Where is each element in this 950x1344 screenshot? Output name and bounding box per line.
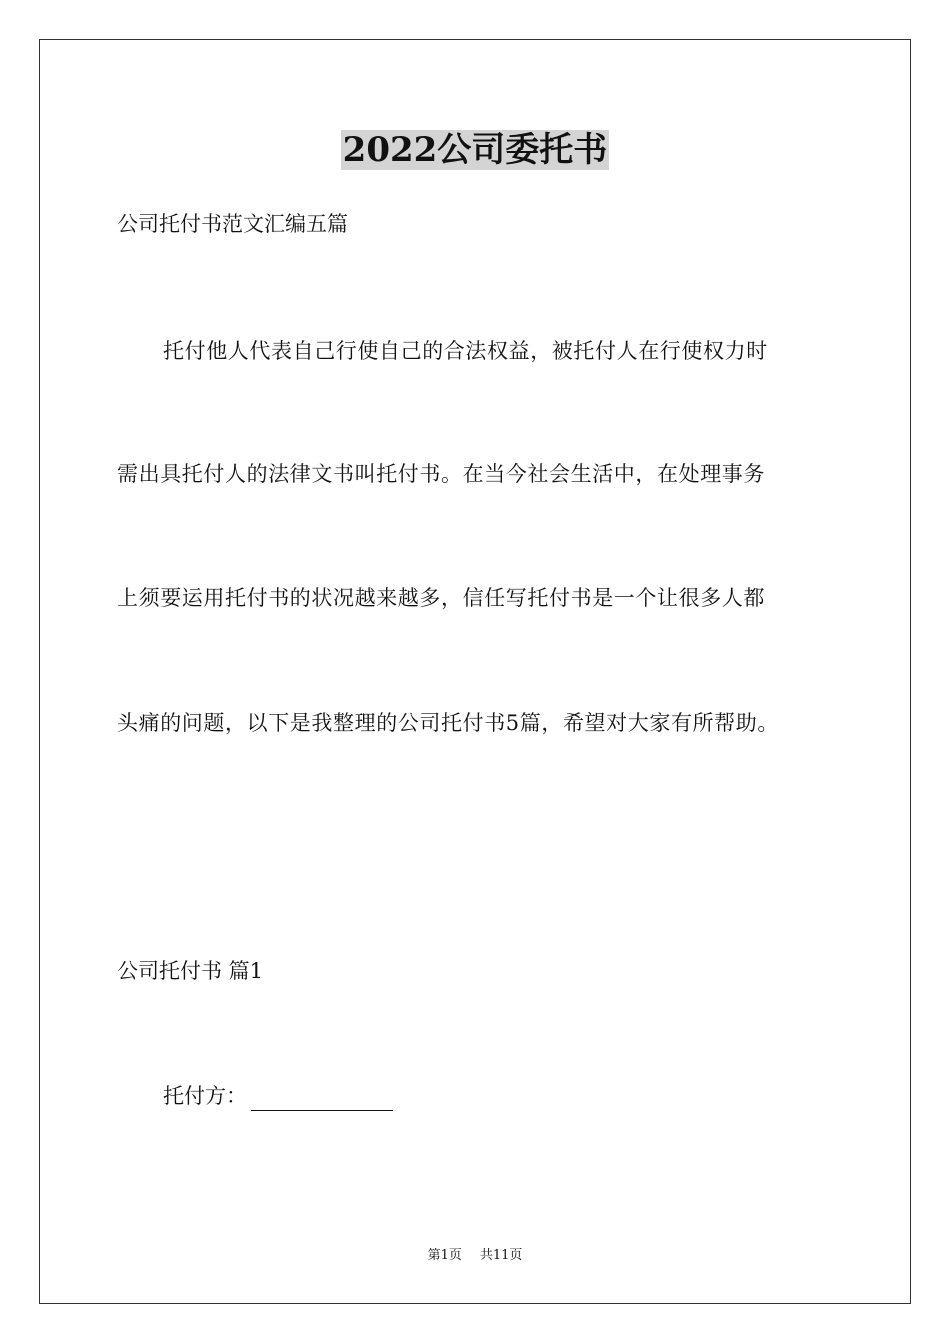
section-heading: 公司托付书 篇1 xyxy=(117,959,264,983)
intro-line-4: 头痛的问题，以下是我整理的公司托付书5篇，希望对大家有所帮助。 xyxy=(117,711,779,735)
principal-field-blank xyxy=(251,1088,393,1111)
principal-field-label: 托付方： xyxy=(163,1084,247,1108)
total-pages-label: 共11页 xyxy=(479,1248,523,1263)
document-title: 2022公司委托书 xyxy=(342,130,608,170)
intro-line-2: 需出具托付人的法律文书叫托付书。在当今社会生活中，在处理事务 xyxy=(117,462,765,486)
document-subtitle: 公司托付书范文汇编五篇 xyxy=(117,212,348,236)
intro-line-3: 上须要运用托付书的状况越来越多，信任写托付书是一个让很多人都 xyxy=(117,586,765,610)
principal-field xyxy=(163,1081,393,1111)
current-page-label: 第1页 xyxy=(427,1248,462,1263)
page-footer xyxy=(0,1247,950,1265)
intro-line-1: 托付他人代表自己行使自己的合法权益，被托付人在行使权力时 xyxy=(163,339,768,363)
